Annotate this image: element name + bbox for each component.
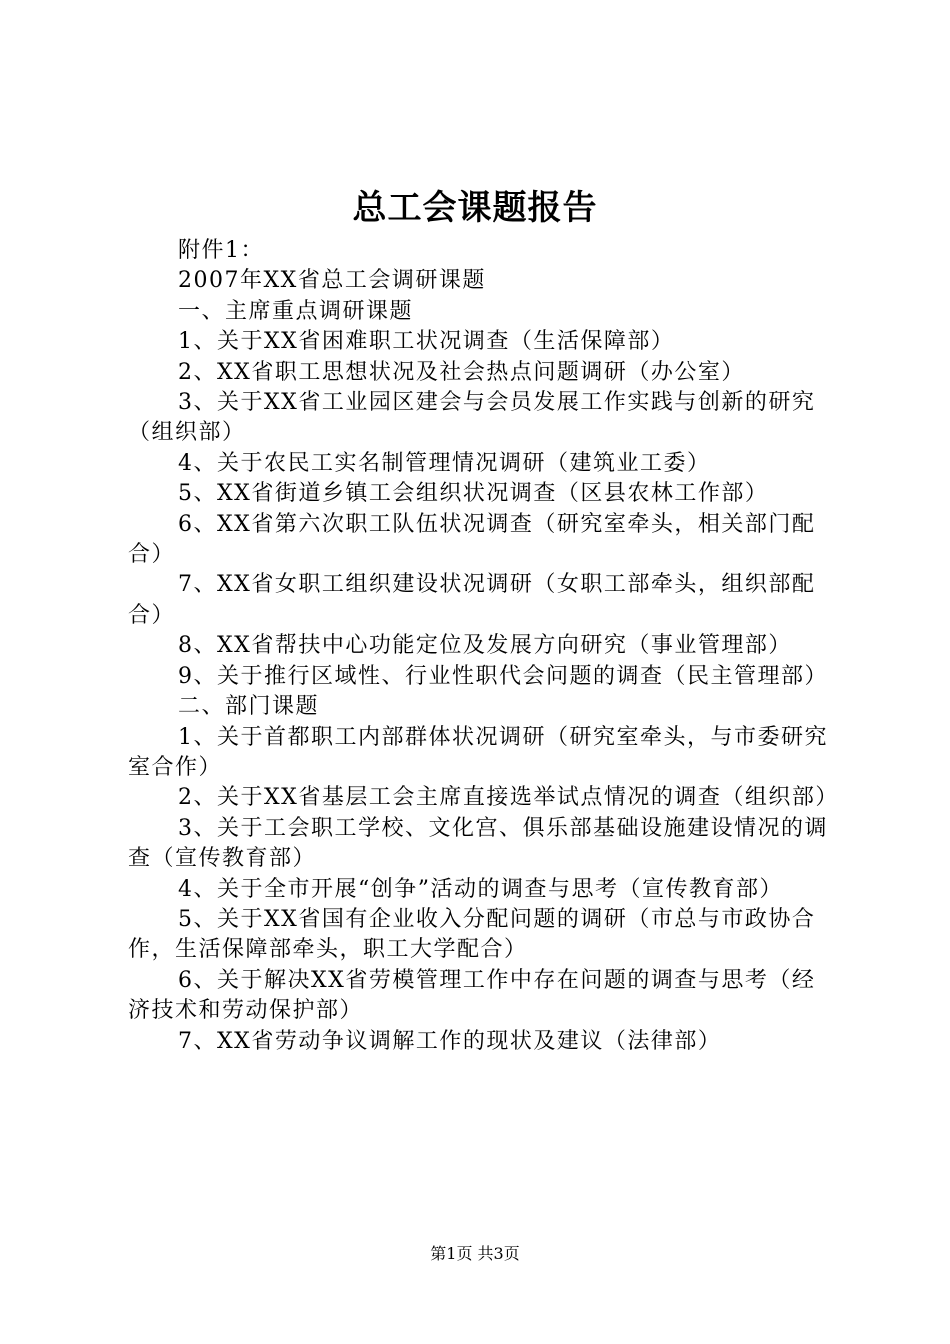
paragraph: 附件1： [178,238,264,263]
list-item: 5、关于XX省国有企业收入分配问题的调研（市总与市政协合作，生活保障部牵头，职工大学配合） [128,906,816,963]
list-item: 3、关于工会职工学校、文化宫、俱乐部基础设施建设情况的调查（宣传教育部） [128,815,828,872]
list-item: 2、XX省职工思想状况及社会热点问题调研（办公室） [178,359,745,385]
list-item: 9、关于推行区域性、行业性职代会问题的调查（民主管理部） [178,663,828,689]
section-heading: 二、部门课题 [178,694,320,720]
list-item: 7、XX省劳动争议调解工作的现状及建议（法律部） [178,1028,722,1054]
list-item: 1、关于XX省困难职工状况调查（生活保障部） [178,329,675,355]
document-title: 总工会课题报告 [352,188,598,228]
list-item: 2、关于XX省基层工会主席直接选举试点情况的调查（组织部） [178,785,839,811]
list-item: 4、关于农民工实名制管理情况调研（建筑业工委） [178,450,711,476]
list-item: 6、XX省第六次职工队伍状况调查（研究室牵头，相关部门配合） [128,511,816,568]
list-item: 4、关于全市开展“创争”活动的调查与思考（宣传教育部） [178,876,783,902]
paragraph: 2007年XX省总工会调研课题 [178,268,486,294]
document-body [128,236,839,1057]
page-footer: 第1页 共3页 [430,1244,520,1263]
list-item: 8、XX省帮扶中心功能定位及发展方向研究（事业管理部） [178,633,792,659]
list-item: 6、关于解决XX省劳模管理工作中存在问题的调查与思考（经济技术和劳动保护部） [128,967,816,1024]
list-item: 1、关于首都职工内部群体状况调研（研究室牵头，与市委研究室合作） [128,724,828,780]
section-heading: 一、主席重点调研课题 [178,298,414,324]
list-item: 3、关于XX省工业园区建会与会员发展工作实践与创新的研究（组织部） [128,390,816,446]
list-item: 7、XX省女职工组织建设状况调研（女职工部牵头，组织部配合） [128,572,816,628]
list-item: 5、XX省街道乡镇工会组织状况调查（区县农林工作部） [178,481,769,507]
